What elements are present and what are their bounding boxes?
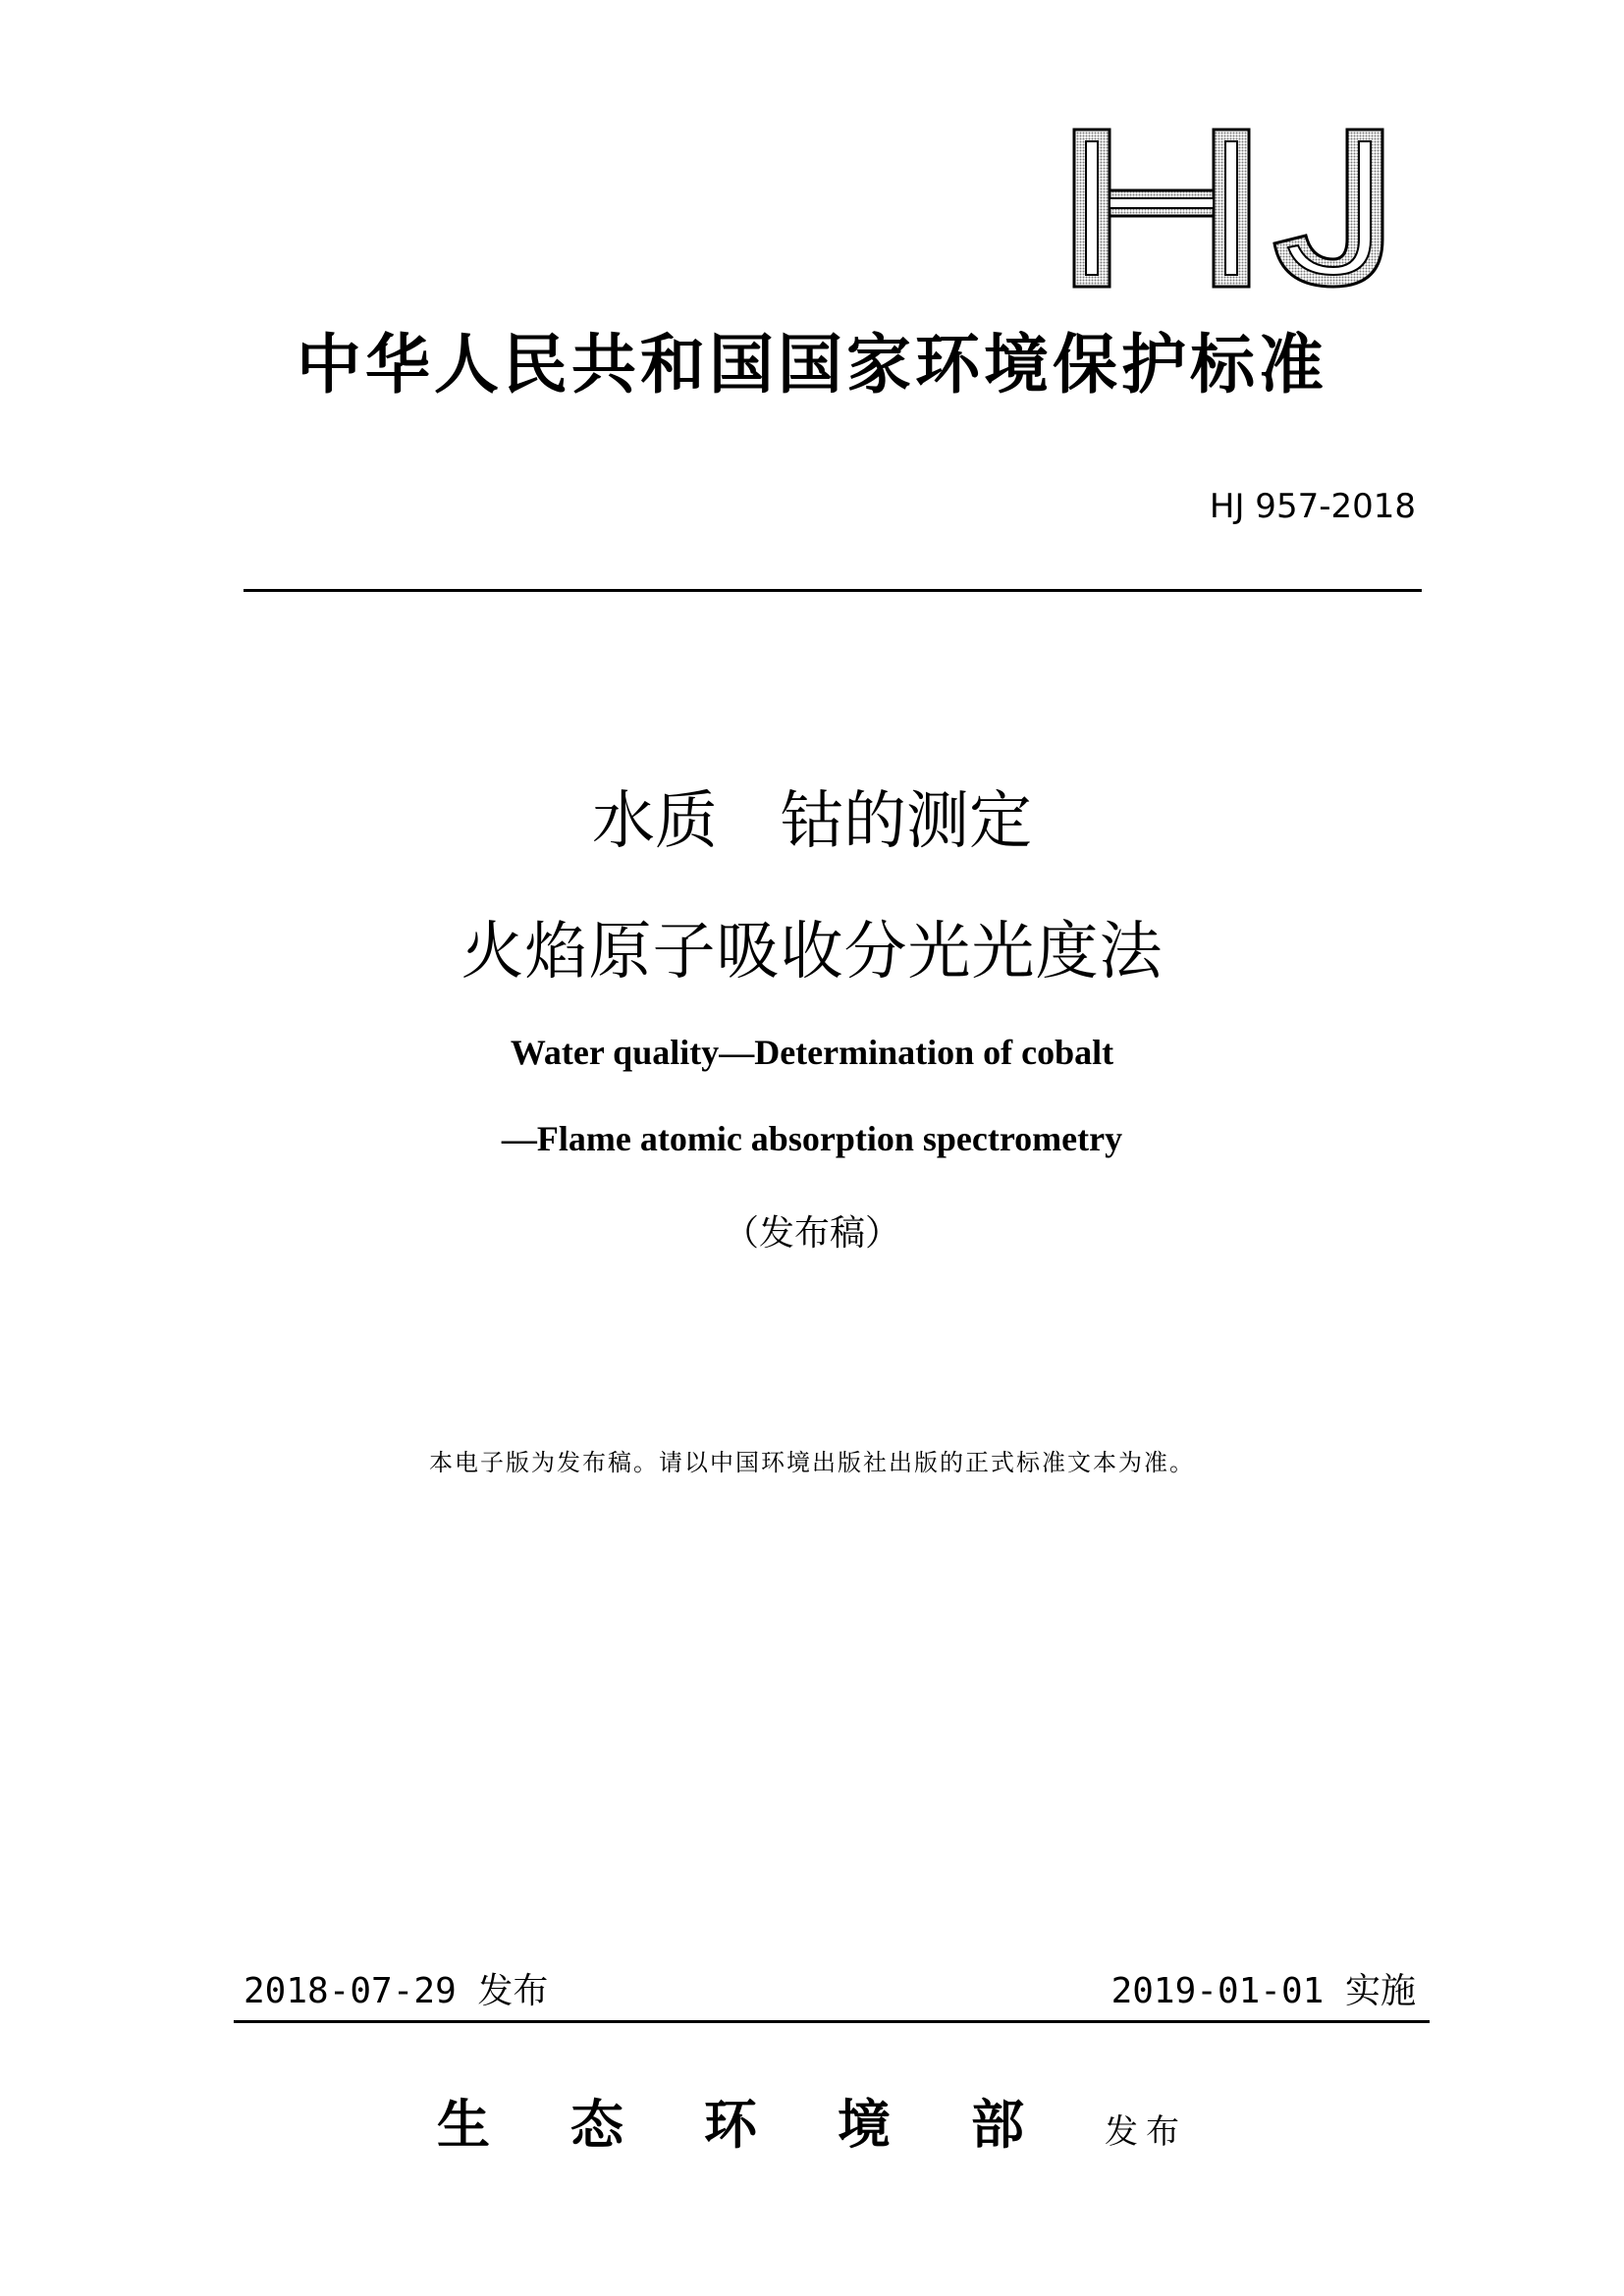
standard-type-heading: 中华人民共和国国家环境保护标准 xyxy=(297,326,1327,402)
header-divider xyxy=(244,589,1422,592)
edition-note: 本电子版为发布稿。请以中国环境出版社出版的正式标准文本为准。 xyxy=(429,1449,1195,1476)
publisher-line xyxy=(0,2083,1624,2159)
footer-divider xyxy=(234,2020,1430,2023)
title-chinese-line-1: 水质 钴的测定 xyxy=(592,785,1032,858)
publisher-name: 生态环境部 xyxy=(437,2093,1105,2156)
standard-number: HJ 957-2018 xyxy=(1209,487,1416,526)
publisher-suffix: 发布 xyxy=(1105,2112,1187,2152)
draft-label: （发布稿） xyxy=(723,1213,900,1254)
title-english-line-1: Water quality—Determination of cobalt xyxy=(510,1033,1114,1072)
implementation-date: 2019-01-01 实施 xyxy=(1110,1971,1416,2011)
title-chinese-line-2: 火焰原子吸收分光光度法 xyxy=(460,916,1164,988)
title-english-line-2: —Flame atomic absorption spectrometry xyxy=(501,1119,1123,1158)
hj-logo xyxy=(1070,126,1394,291)
release-date: 2018-07-29 发布 xyxy=(244,1971,549,2011)
